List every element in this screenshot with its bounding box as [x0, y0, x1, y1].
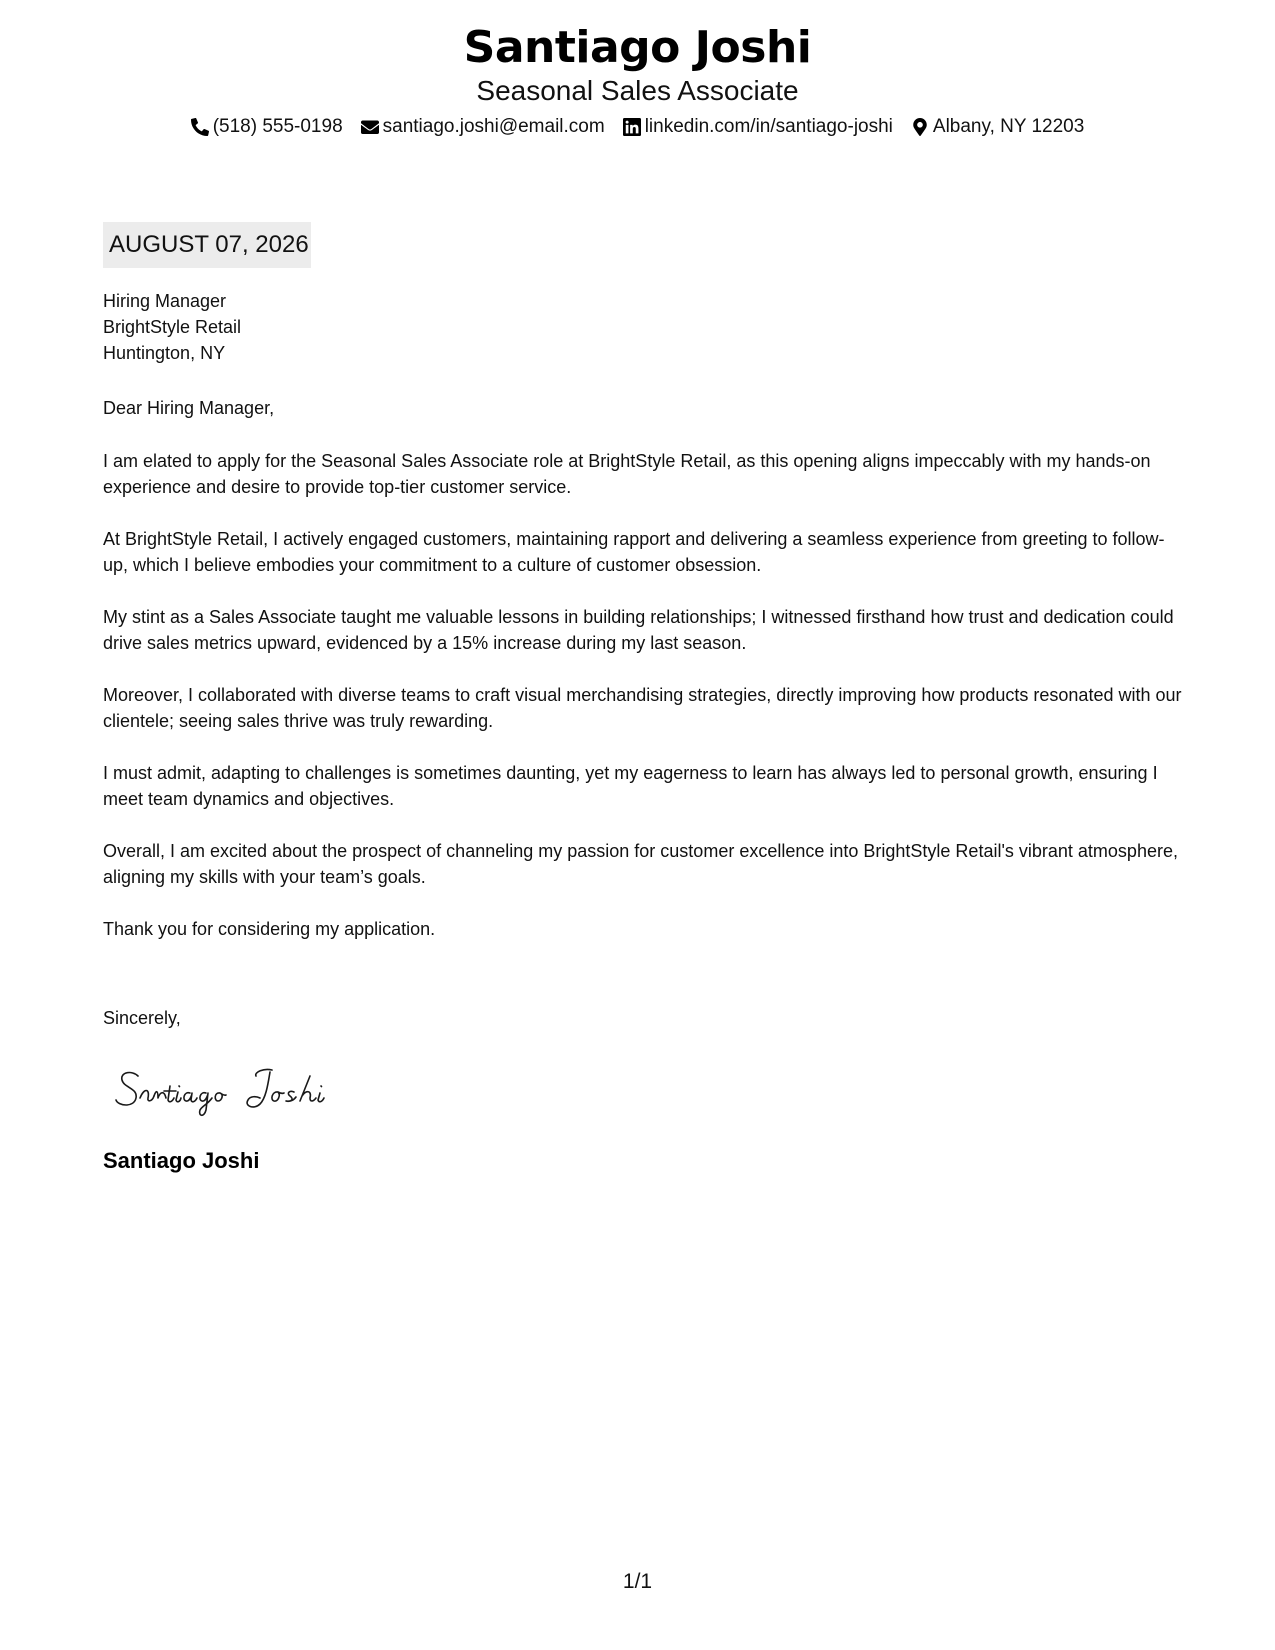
phone-icon: [191, 118, 209, 136]
page-number: 1/1: [622, 1570, 653, 1593]
location-text: Albany, NY 12203: [932, 116, 1085, 137]
body-paragraph: I am elated to apply for the Seasonal Sales Associate role at BrightStyle Retail, as this opening aligns impeccably with my hands-on experience and desire to provide top-tier customer service.: [103, 451, 1151, 497]
letter-header: [0, 22, 1275, 140]
recipient-company: BrightStyle Retail: [103, 317, 242, 337]
body-paragraph: At BrightStyle Retail, I actively engaged customers, maintaining rapport and delivering a seamless experience from greeting to follow-up, which I believe embodies your commitment to a culture of customer obsession.: [103, 529, 1165, 575]
envelope-icon: [361, 118, 379, 136]
email-text: santiago.joshi@email.com: [382, 116, 605, 137]
recipient-location: Huntington, NY: [103, 343, 226, 363]
contact-bar: [0, 114, 1275, 140]
letter-body: [103, 448, 1183, 968]
job-title: Seasonal Sales Associate: [476, 75, 799, 106]
linkedin-icon: [623, 118, 641, 136]
body-paragraph: I must admit, adapting to challenges is sometimes daunting, yet my eagerness to learn has always led to personal growth, ensuring I meet team dynamics and objectives.: [103, 763, 1158, 809]
map-pin-icon: [911, 118, 929, 136]
contact-linkedin[interactable]: [623, 114, 893, 140]
phone-text: (518) 555-0198: [212, 116, 343, 137]
recipient-block: [103, 288, 1183, 366]
closing: Sincerely,: [103, 1008, 181, 1028]
body-paragraph: Thank you for considering my application.: [103, 919, 436, 939]
salutation: Dear Hiring Manager,: [103, 398, 275, 418]
body-paragraph: Moreover, I collaborated with diverse teams to craft visual merchandising strategies, directly improving how products resonated with our clientele; seeing sales thrive was truly rewarding.: [103, 685, 1182, 731]
applicant-name: Santiago Joshi: [463, 22, 812, 73]
contact-location: [911, 114, 1084, 140]
signer-name: Santiago Joshi: [103, 1148, 260, 1173]
contact-email[interactable]: [361, 114, 605, 140]
handwritten-signature: [114, 1058, 354, 1128]
linkedin-text: linkedin.com/in/santiago-joshi: [644, 116, 893, 137]
recipient-title: Hiring Manager: [103, 291, 227, 311]
body-paragraph: Overall, I am excited about the prospect of channeling my passion for customer excellence into BrightStyle Retail's vibrant atmosphere, aligning my skills with your team’s goals.: [103, 841, 1178, 887]
body-paragraph: My stint as a Sales Associate taught me valuable lessons in building relationships; I witnessed firsthand how trust and dedication could drive sales metrics upward, evidenced by a 15% increase during my last season.: [103, 607, 1174, 653]
contact-phone[interactable]: [191, 114, 343, 140]
letter-date: AUGUST 07, 2026: [103, 222, 311, 268]
